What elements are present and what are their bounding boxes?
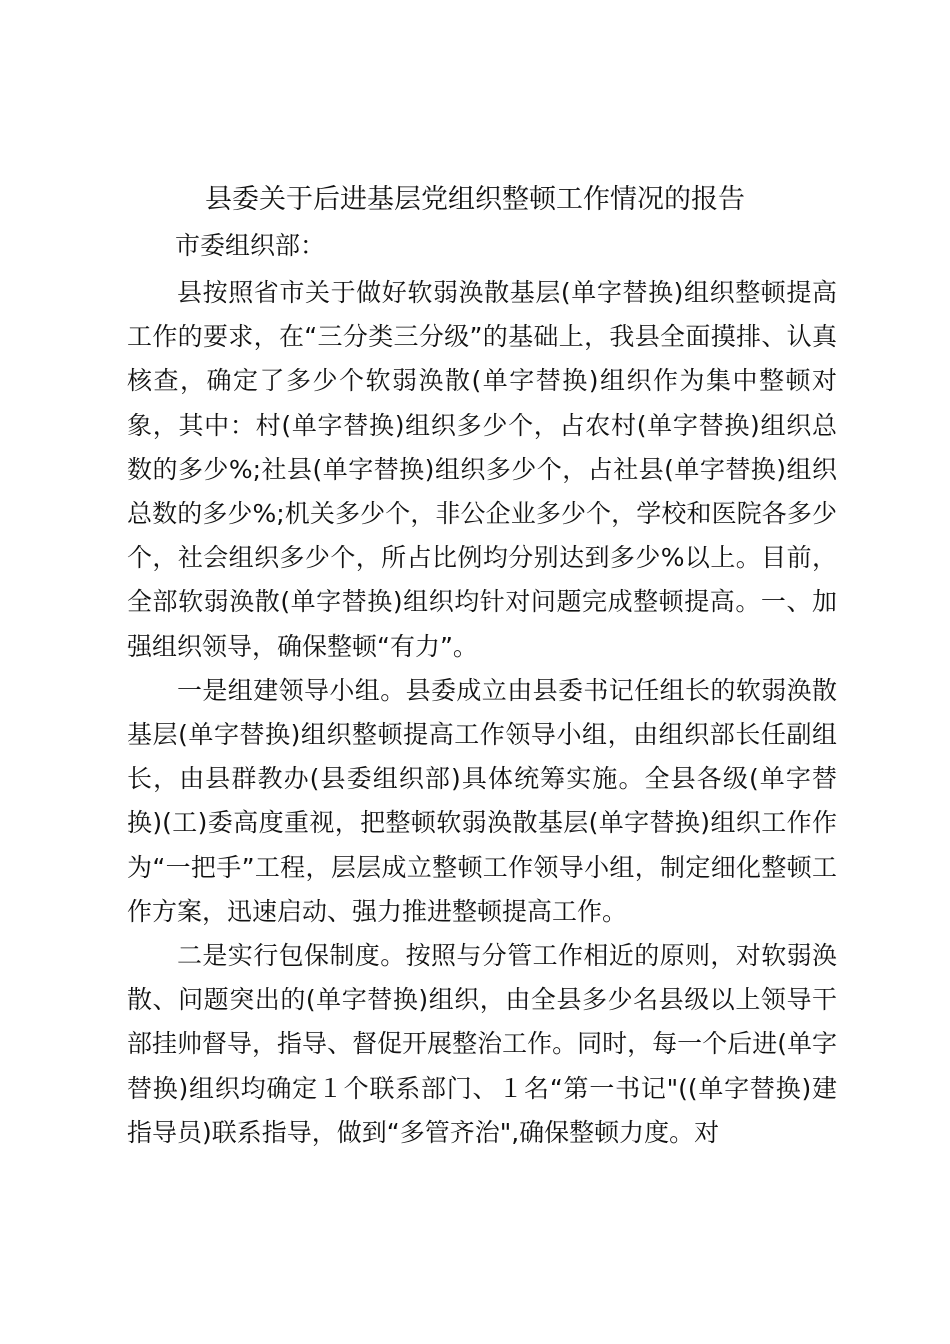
salutation: 市委组织部： [175,231,326,260]
paragraph-responsibility-system: 二是实行包保制度。按照与分管工作相近的原则，对软弱涣散、问题突出的(单字替换)组织，由全县多少名县级以上领导干部挂帅督导，指导、督促开展整治工作。同时，每一个后进(单字替换)组织均确定１个联系部门、１名“第一书记"((单字替换)建指导员)联系指导，做到“多管齐治",确保整顿力度。对 [127,941,837,1147]
paragraph-overview: 县按照省市关于做好软弱涣散基层(单字替换)组织整顿提高工作的要求，在“三分类三分级”的基础上，我县全面摸排、认真核查，确定了多少个软弱涣散(单字替换)组织作为集中整顿对象，其中：村(单字替换)组织多少个，占农村(单字替换)组织总数的多少%;社县(单字替换)组织多少个，占社县(单字替换)组织总数的多少%;机关多少个，非公企业多少个，学校和医院各多少个，社会组织多少个，所占比例均分别达到多少%以上。目前，全部软弱涣散(单字替换)组织均针对问题完成整顿提高。一、加强组织领导，确保整顿“有力”。 [127,278,837,661]
document-title: 县委关于后进基层党组织整顿工作情况的报告 [205,184,745,215]
paragraph-leadership-group: 一是组建领导小组。县委成立由县委书记任组长的软弱涣散基层(单字替换)组织整顿提高工作领导小组，由组织部长任副组长，由县群教办(县委组织部)具体统筹实施。全县各级(单字替换)(工)委高度重视，把整顿软弱涣散基层(单字替换)组织工作作为“一把手”工程，层层成立整顿工作领导小组，制定细化整顿工作方案，迅速启动、强力推进整顿提高工作。 [127,675,837,926]
document-body [127,271,837,1155]
